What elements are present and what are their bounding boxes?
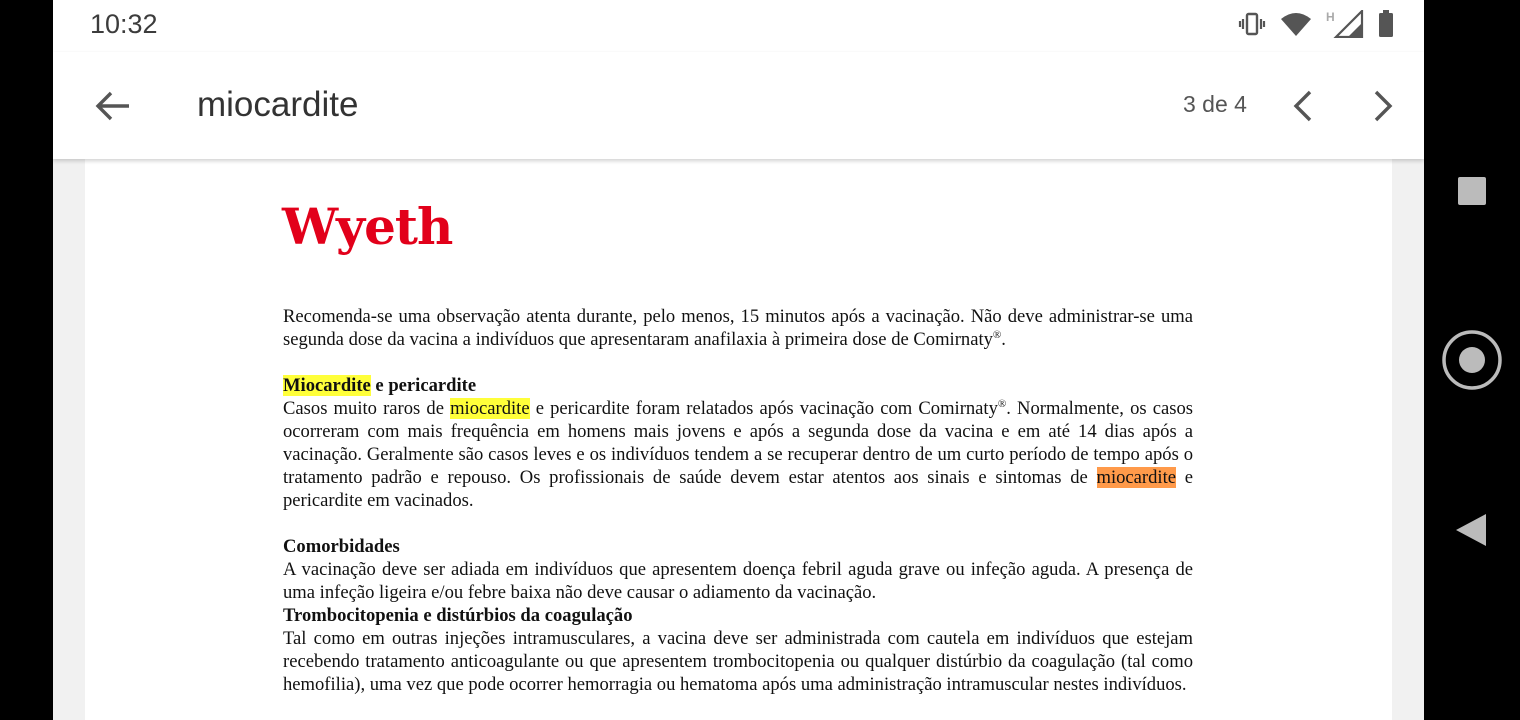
- paragraph-observation: [283, 305, 1193, 351]
- heading-myocarditis: [283, 374, 1193, 397]
- battery-icon: [1378, 10, 1394, 38]
- paragraph-text: e pericardite foram relatados após vacinação com Comirnaty: [529, 398, 998, 419]
- vibrate-icon: [1238, 12, 1266, 36]
- paragraph-text: Recomenda-se uma observação atenta durante, pelo menos, 15 minutos após a vacinação. Não deve administrar-se uma segunda dose da vacina a indivíduos que apresentaram anafilaxia à primeira dose de Comirnaty: [283, 306, 1193, 350]
- signal-icon: [1326, 10, 1364, 38]
- status-bar: [53, 0, 1424, 52]
- document-page[interactable]: [85, 159, 1392, 720]
- heading-thrombocytopenia: Trombocitopenia e distúrbios da coagulação: [283, 605, 633, 626]
- search-highlight: miocardite: [450, 398, 530, 419]
- previous-match-chevron-icon[interactable]: [1281, 84, 1325, 128]
- current-search-highlight: miocardite: [1096, 467, 1177, 488]
- android-navigation-bar: [1424, 0, 1520, 720]
- svg-text:H: H: [1326, 10, 1335, 24]
- paragraph-myocarditis: [283, 397, 1193, 512]
- app-screen: [53, 0, 1424, 720]
- heading-comorbidities: Comorbidades: [283, 536, 400, 557]
- status-icons: [1238, 10, 1394, 38]
- registered-mark: ®: [997, 397, 1007, 410]
- status-time: 10:32: [90, 9, 158, 39]
- paragraph-thrombocytopenia: Tal como em outras injeções intramusculares, a vacina deve ser administrada com cautela em indivíduos que estejam recebendo tratamento anticoagulante ou que apresentem trombocitopenia ou qualquer distúrbio da coagulação (tal como hemofilia), uma vez que pode ocorrer hemorragia ou hematoma após uma administração intramuscular nestes indivíduos.: [283, 628, 1193, 695]
- next-match-chevron-icon[interactable]: [1361, 84, 1405, 128]
- home-circle-icon[interactable]: [1441, 329, 1503, 391]
- paragraph-comorbidities: A vacinação deve ser adiada em indivíduos que apresentem doença febril aguda grave ou infeção aguda. A presença de uma infeção ligeira e/ou febre baixa não deve causar o adiamento da vacinação.: [283, 559, 1193, 603]
- back-arrow-icon[interactable]: [91, 84, 135, 128]
- back-triangle-icon[interactable]: [1454, 513, 1488, 547]
- paragraph-text: . Normalmente, os casos ocorreram com mais frequência em homens mais jovens e após a segunda dose da vacina e em até 14 dias após a vacinação. Geralmente são casos leves e os indivíduos tendem a se recuperar dentro de um curto período de tempo após o tratamento padrão e repouso. Os profissionais de saúde devem estar atentos aos sinais e sintomas de: [283, 398, 1194, 488]
- paragraph-text: Casos muito raros de: [283, 398, 451, 419]
- paragraph-text-end: .: [1001, 329, 1006, 350]
- recents-square-icon[interactable]: [1456, 175, 1488, 207]
- paragraph-text: e pericardite em vacinados.: [283, 467, 1193, 511]
- find-in-document-bar: [53, 52, 1424, 159]
- match-counter: 3 de 4: [1183, 91, 1247, 117]
- registered-mark: ®: [992, 328, 1002, 341]
- wifi-icon: [1280, 11, 1312, 37]
- heading-text: e pericardite: [370, 375, 477, 396]
- search-input[interactable]: [197, 85, 897, 125]
- wyeth-logo: Wyeth: [282, 197, 453, 256]
- search-highlight: Miocardite: [283, 375, 371, 396]
